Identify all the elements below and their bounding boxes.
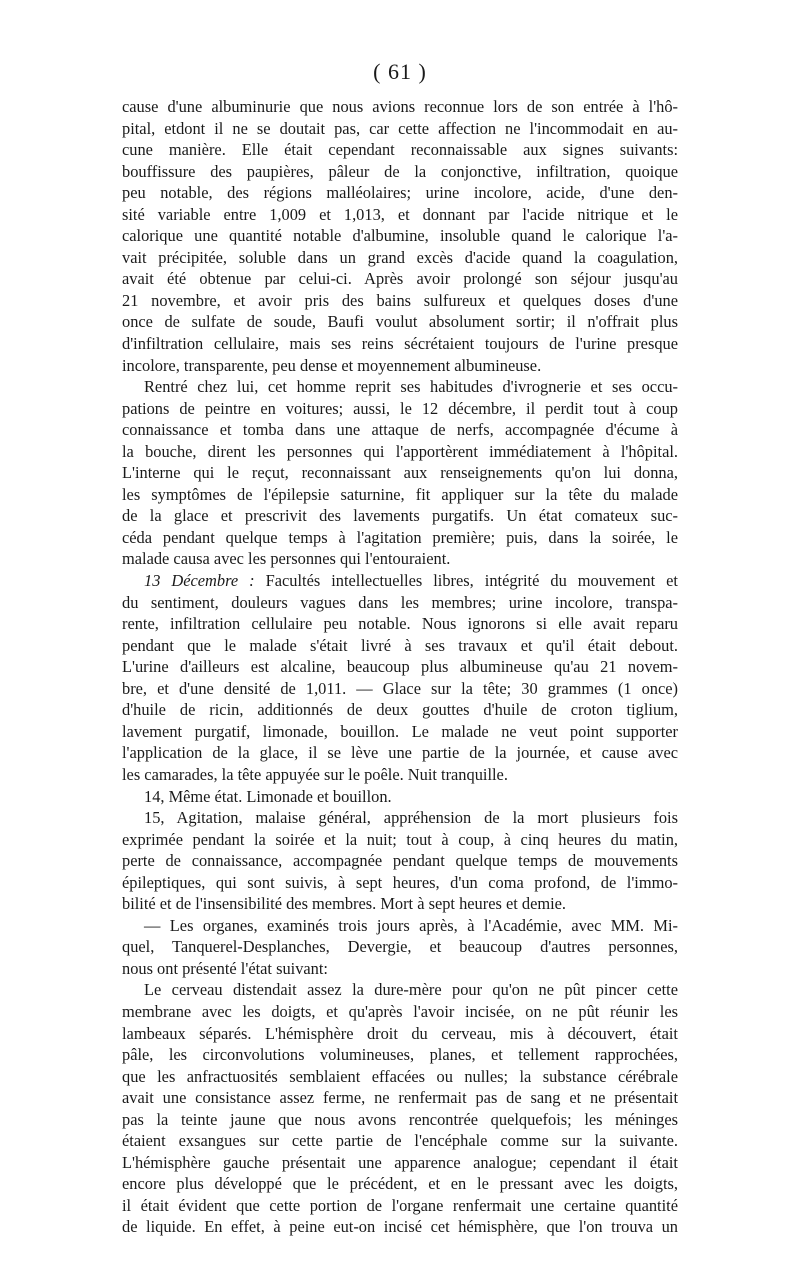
text-line: d'huile de ricin, additionnés de deux gouttes d'huile de croton tiglium,	[122, 700, 678, 720]
text-line: cune manière. Elle était cependant reconnaissable aux signes suivants:	[122, 140, 678, 160]
text-line: il était évident que cette portion de l'organe renfermait une certaine quantité	[122, 1195, 678, 1215]
text-line: d'infiltration cellulaire, mais ses reins sécrétaient toujours de l'urine presque	[122, 334, 678, 354]
text-line: 21 novembre, et avoir pris des bains sulfureux et quelques doses d'une	[122, 290, 678, 310]
entry-text: Facultés intellectuelles libres, intégrité du mouvement et	[265, 571, 678, 591]
text-line: céda pendant quelque temps à l'agitation première; puis, dans la soirée, le	[122, 527, 678, 547]
paragraph-start-line: — Les organes, examinés trois jours après, à l'Académie, avec MM. Mi-	[144, 915, 678, 935]
text-line: membrane avec les doigts, et qu'après l'avoir incisée, on ne pût réunir les	[122, 1001, 678, 1021]
page-number: ( 61 )	[373, 59, 427, 84]
text-line: les camarades, la tête appuyée sur le poêle. Nuit tranquille.	[122, 764, 508, 784]
text-line: L'hémisphère gauche présentait une apparence analogue; cependant il était	[122, 1152, 678, 1172]
body-text	[122, 96, 678, 1238]
dated-entry-line	[122, 570, 678, 592]
text-line: que les anfractuosités semblaient effacées ou nulles; la substance cérébrale	[122, 1066, 678, 1086]
text-line: rente, infiltration cellulaire peu notable. Nous ignorons si elle avait reparu	[122, 614, 678, 634]
text-line: pital, etdont il ne se doutait pas, car cette affection ne l'incommodait en au-	[122, 118, 678, 138]
text-line: encore plus développé que le précédent, et en le pressant avec les doigts,	[122, 1174, 678, 1194]
text-line: bilité et de l'insensibilité des membres. Mort à sept heures et demie.	[122, 894, 567, 914]
text-line: nous ont présenté l'état suivant:	[122, 958, 328, 978]
text-line: cause d'une albuminurie que nous avions reconnue lors de son entrée à l'hô-	[122, 97, 678, 116]
text-line: de la glace et prescrivit des lavements purgatifs. Un état comateux suc-	[122, 506, 678, 526]
text-line: pâle, les circonvolutions volumineuses, planes, et tellement rapprochées,	[122, 1045, 678, 1065]
text-line: pas la teinte jaune que nous avons rencontrée quelquefois; les méninges	[122, 1109, 678, 1129]
text-line: exprimée pendant la soirée et la nuit; tout à coup, à cinq heures du matin,	[122, 829, 678, 849]
text-line: connaissance et tomba dans une attaque de nerfs, accompagnée d'écume à	[122, 420, 678, 440]
text-line: les symptômes de l'épilepsie saturnine, fit appliquer sur la tête du malade	[122, 484, 678, 504]
text-line: l'application de la glace, il se lève une partie de la journée, et cause avec	[122, 743, 678, 763]
text-line: avait été obtenue par celui-ci. Après avoir prolongé son séjour jusqu'au	[122, 269, 678, 289]
text-line: malade causa avec les personnes qui l'entouraient.	[122, 549, 451, 569]
text-line: du sentiment, douleurs vagues dans les membres; urine incolore, transpa-	[122, 592, 678, 612]
text-line: L'interne qui le reçut, reconnaissant aux renseignements qu'on lui donna,	[122, 463, 678, 483]
text-line: avait une consistance assez ferme, ne renfermait pas de sang et ne présentait	[122, 1088, 678, 1108]
text-line: lavement purgatif, limonade, bouillon. Le malade ne veut point supporter	[122, 721, 678, 741]
date-label: 13 Décembre :	[144, 571, 255, 591]
dated-entry-line: 15, Agitation, malaise général, appréhension de la mort plusieurs fois	[144, 808, 678, 828]
text-line: de liquide. En effet, à peine eut-on incisé cet hémisphère, que l'on trouva un	[122, 1217, 678, 1237]
dated-entry-line: 14, Même état. Limonade et bouillon.	[144, 786, 392, 806]
text-line: lambeaux séparés. L'hémisphère droit du cerveau, mis à découvert, était	[122, 1023, 678, 1043]
text-line: la bouche, dirent les personnes qui l'apportèrent immédiatement à l'hôpital.	[122, 441, 678, 461]
text-line: bre, et d'une densité de 1,011. — Glace sur la tête; 30 grammes (1 once)	[122, 678, 678, 698]
text-line: quel, Tanquerel-Desplanches, Devergie, et beaucoup d'autres personnes,	[122, 937, 678, 957]
text-line: étaient exsangues sur cette partie de l'encéphale comme sur la suivante.	[122, 1131, 678, 1151]
paragraph-start-line: Rentré chez lui, cet homme reprit ses habitudes d'ivrognerie et ses occu-	[144, 377, 678, 397]
text-line: perte de connaissance, accompagnée pendant quelque temps de mouvements	[122, 851, 678, 871]
text-line: pendant que le malade s'était livré à ses travaux et qu'il était debout.	[122, 635, 678, 655]
text-line: once de sulfate de soude, Baufi voulut absolument sortir; il n'offrait plus	[122, 312, 678, 332]
text-line: épileptiques, qui sont suivis, à sept heures, d'un coma profond, de l'immo-	[122, 872, 678, 892]
text-line: calorique une quantité notable d'albumine, insoluble quand le calorique l'a-	[122, 226, 678, 246]
paragraph-start-line: Le cerveau distendait assez la dure-mère pour qu'on ne pût pincer cette	[144, 980, 678, 1000]
text-line: peu notable, des régions malléolaires; urine incolore, acide, d'une den-	[122, 183, 678, 203]
text-line: L'urine d'ailleurs est alcaline, beaucoup plus albumineuse qu'au 21 novem-	[122, 657, 678, 677]
text-line: incolore, transparente, peu dense et moyennement albumineuse.	[122, 355, 542, 375]
text-line: vait précipitée, soluble dans un grand excès d'acide quand la coagulation,	[122, 247, 678, 267]
text-line: bouffissure des paupières, pâleur de la conjonctive, infiltration, quoique	[122, 161, 678, 181]
text-line: pations de peintre en voitures; aussi, le 12 décembre, il perdit tout à coup	[122, 398, 678, 418]
text-line: sité variable entre 1,009 et 1,013, et donnant par l'acide nitrique et le	[122, 204, 678, 224]
